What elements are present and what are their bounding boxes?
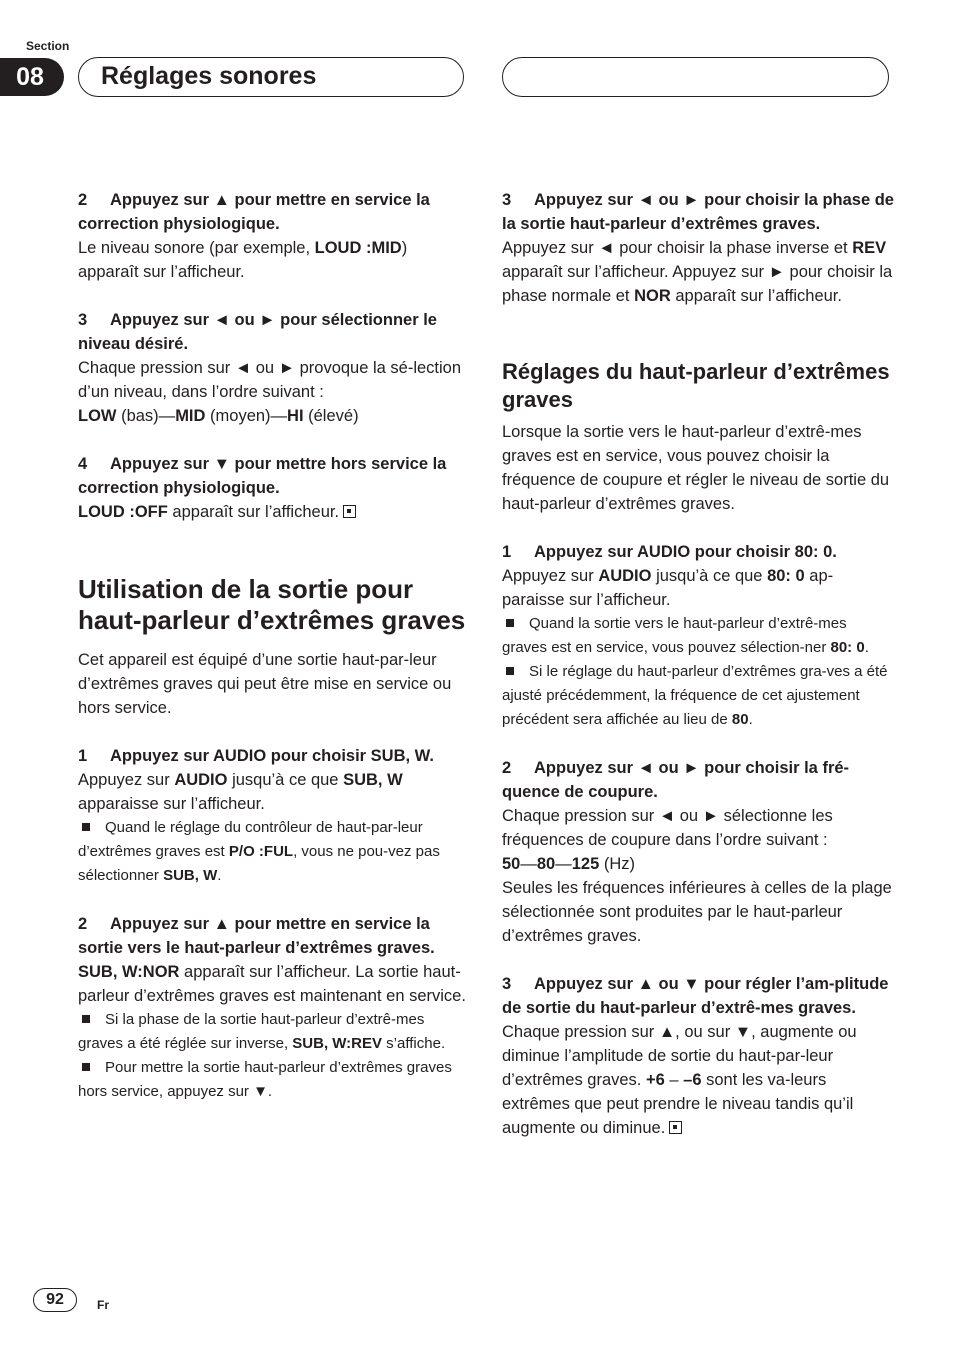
- step-heading: 3 Appuyez sur ▲ ou ▼ pour régler l’am-plitude de sortie du haut-parleur d’extrê-mes graves.: [502, 975, 889, 1017]
- level-sequence: LOW (bas)—MID (moyen)—HI (élevé): [78, 407, 359, 425]
- step-body: Chaque pression sur ◄ ou ► sélectionne les fréquences de coupure dans l’ordre suivant :: [502, 807, 833, 849]
- bullet-square-icon: [82, 823, 90, 831]
- language-code: Fr: [97, 1298, 109, 1312]
- step-body: Chaque pression sur ▲, ou sur ▼, augmente ou diminue l’amplitude de sortie du haut-par-leur d’extrêmes graves. +6 – –6 sont les va-leurs extrêmes que peut prendre le niveau tandis qu’il augmente ou diminue.: [502, 1023, 857, 1137]
- step-body: LOUD :OFF apparaît sur l’afficheur.: [78, 500, 468, 524]
- left-column: [78, 188, 468, 1104]
- step-body: SUB, W:NOR apparaît sur l’afficheur. La sortie haut-parleur d’extrêmes graves est maintenant en service.: [78, 963, 466, 1005]
- page-number: 92: [33, 1288, 77, 1312]
- section-heading: Utilisation de la sortie pour haut-parleur d’extrêmes graves: [78, 574, 466, 635]
- step-body: Seules les fréquences inférieures à celles de la plage sélectionnée sont produites par le haut-parleur d’extrêmes graves.: [502, 879, 892, 945]
- note-item: Si la phase de la sortie haut-parleur d’extrê-mes graves a été réglée sur inverse, SUB, W:REV s’affiche.: [78, 1011, 446, 1052]
- subsection-heading: Réglages du haut-parleur d’extrêmes graves: [502, 359, 890, 412]
- end-of-section-icon: [669, 1121, 682, 1134]
- right-column: [502, 188, 894, 1140]
- bullet-square-icon: [506, 619, 514, 627]
- bullet-square-icon: [82, 1015, 90, 1023]
- step-body: Appuyez sur ◄ pour choisir la phase inverse et REV apparaît sur l’afficheur. Appuyez sur ► pour choisir la phase normale et NOR apparaît sur l’afficheur.: [502, 239, 893, 305]
- step-body: Appuyez sur AUDIO jusqu’à ce que 80: 0 ap-paraisse sur l’afficheur.: [502, 567, 834, 609]
- subsection-intro: Lorsque la sortie vers le haut-parleur d’extrê-mes graves est en service, vous pouvez choisir la fréquence de coupure et régler le niveau de sortie du haut-parleur d’extrêmes graves.: [502, 423, 890, 513]
- bullet-square-icon: [506, 667, 514, 675]
- bullet-square-icon: [82, 1063, 90, 1071]
- step-heading: 2 Appuyez sur ▲ pour mettre en service la sortie vers le haut-parleur d’extrêmes graves.: [78, 915, 435, 957]
- section-number-badge: 08: [0, 58, 64, 96]
- section-label: Section: [26, 39, 70, 53]
- note-item: Si le réglage du haut-parleur d’extrêmes gra-ves a été ajusté précédemment, la fréquence de cet ajustement précédent sera affichée au lieu de 80.: [502, 663, 888, 728]
- step-heading: 1 Appuyez sur AUDIO pour choisir SUB, W.: [78, 747, 434, 765]
- step-body: Le niveau sonore (par exemple, LOUD :MID) apparaît sur l’afficheur.: [78, 239, 408, 281]
- step-heading: 3 Appuyez sur ◄ ou ► pour choisir la phase de la sortie haut-parleur d’extrêmes graves.: [502, 191, 894, 233]
- note-item: Pour mettre la sortie haut-parleur d’extrêmes graves hors service, appuyez sur ▼.: [78, 1059, 452, 1100]
- step-heading: 1 Appuyez sur AUDIO pour choisir 80: 0.: [502, 543, 837, 561]
- step-heading: 3 Appuyez sur ◄ ou ► pour sélectionner le niveau désiré.: [78, 311, 437, 353]
- header-blank-pill: [502, 57, 889, 97]
- note-item: Quand la sortie vers le haut-parleur d’extrê-mes graves est en service, vous pouvez sélection-ner 80: 0.: [502, 615, 869, 656]
- step-body: Appuyez sur AUDIO jusqu’à ce que SUB, W apparaisse sur l’afficheur.: [78, 771, 403, 813]
- frequency-sequence: 50—80—125 (Hz): [502, 855, 635, 873]
- step-heading: 2 Appuyez sur ▲ pour mettre en service la correction physiologique.: [78, 191, 430, 233]
- step-heading: 4 Appuyez sur ▼ pour mettre hors service la correction physiologique.: [78, 455, 447, 497]
- step-heading: 2 Appuyez sur ◄ ou ► pour choisir la fré-quence de coupure.: [502, 759, 850, 801]
- section-intro: Cet appareil est équipé d’une sortie haut-par-leur d’extrêmes graves qui peut être mise en service ou hors service.: [78, 651, 452, 717]
- end-of-section-icon: [343, 505, 356, 518]
- step-body: Chaque pression sur ◄ ou ► provoque la sé-lection d’un niveau, dans l’ordre suivant :: [78, 359, 462, 401]
- note-item: Quand le réglage du contrôleur de haut-par-leur d’extrêmes graves est P/O :FUL, vous ne pou-vez pas sélectionner SUB, W.: [78, 819, 440, 884]
- chapter-title: Réglages sonores: [78, 57, 464, 97]
